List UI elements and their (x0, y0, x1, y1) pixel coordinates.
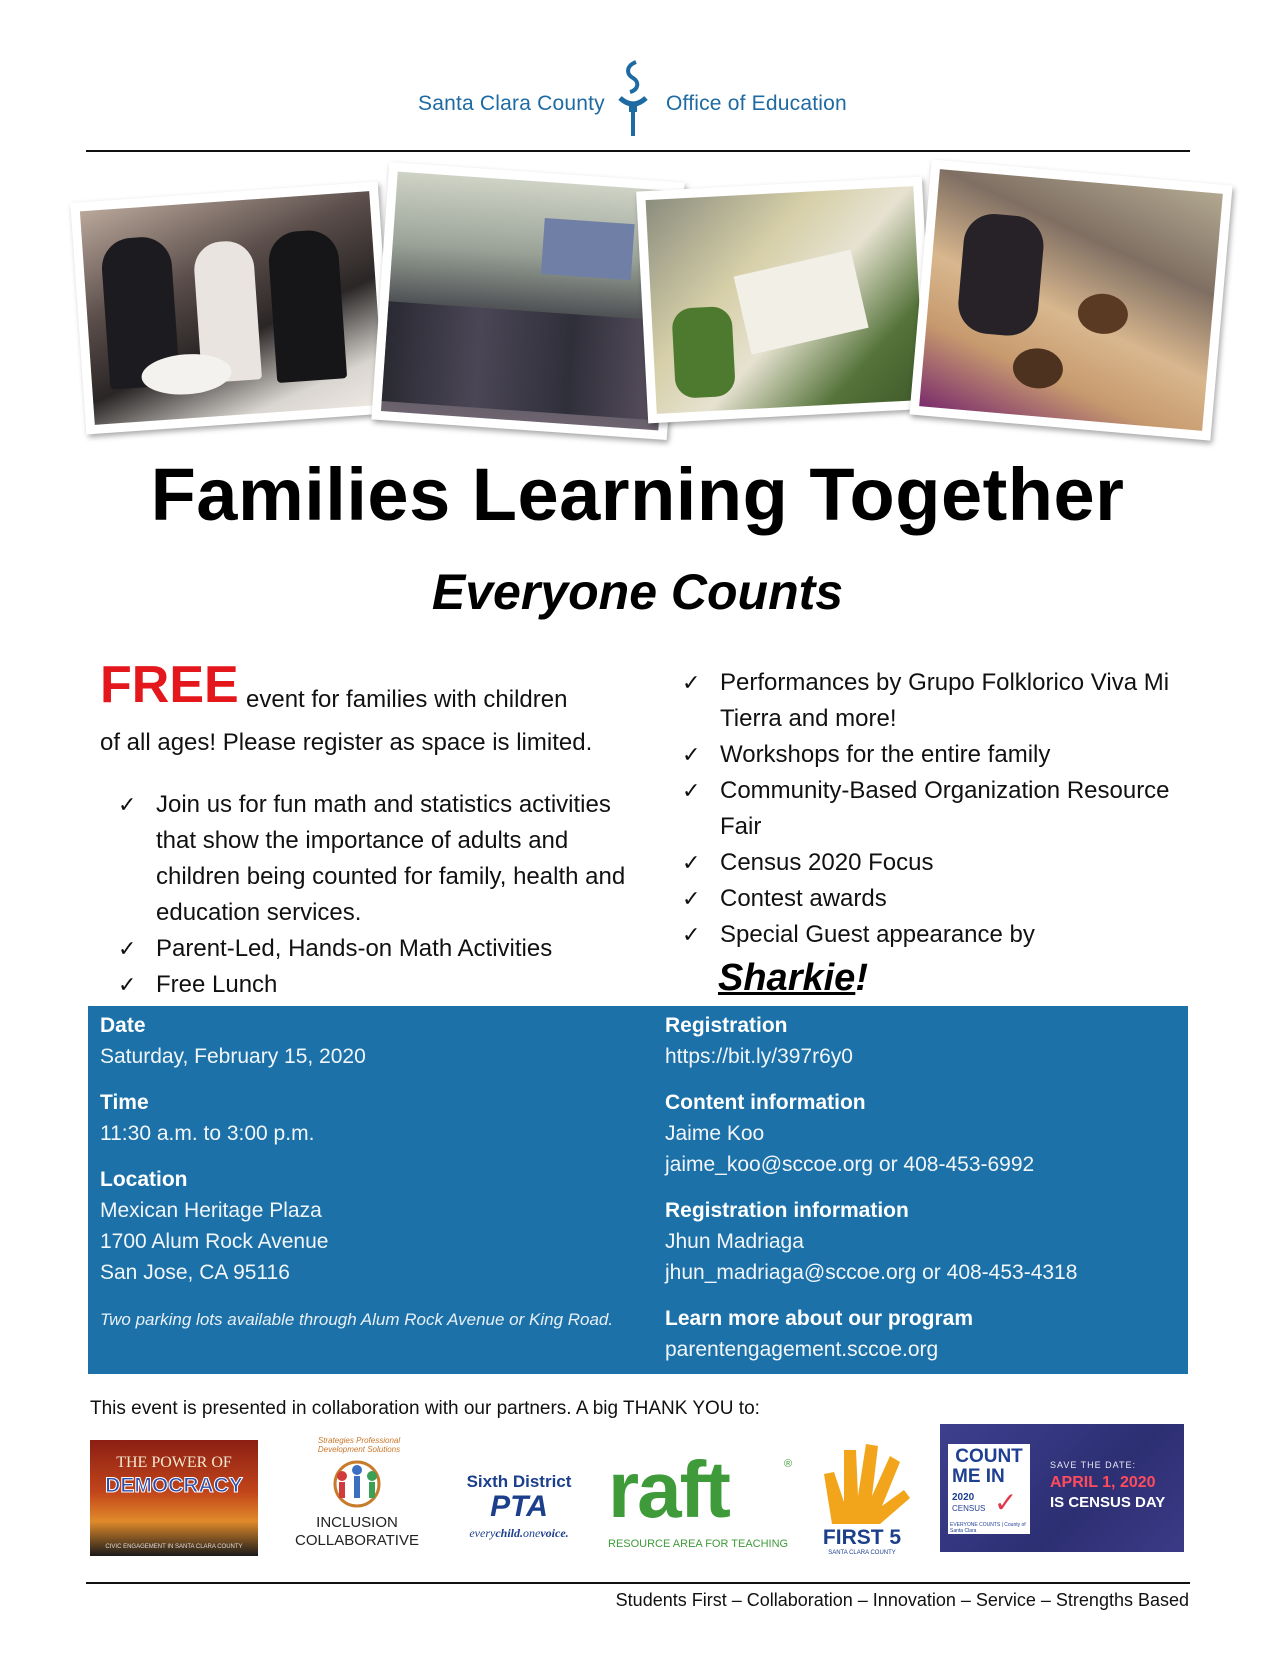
first-5-logo: FIRST 5 SANTA CLARA COUNTY (810, 1440, 914, 1560)
check-icon: ✓ (118, 936, 137, 961)
org-name-right: Office of Education (666, 92, 847, 115)
list-item: ✓ Census 2020 Focus (682, 845, 1202, 881)
page-title: Families Learning Together (150, 453, 1125, 536)
special-guest-name: Sharkie! (718, 957, 868, 999)
list-item: ✓ Special Guest appearance by (682, 917, 1202, 953)
left-bullet-list (118, 787, 638, 1003)
registration-info-label: Registration information (665, 1199, 909, 1222)
date-value: Saturday, February 15, 2020 (100, 1045, 366, 1068)
free-label: FREE (100, 656, 239, 714)
content-contact-name: Jaime Koo (665, 1122, 765, 1145)
census-2020-logo: COUNT ME IN 2020 CENSUS ✓ EVERYONE COUNTS | County of Santa Clara SAVE THE DATE: APRIL 1, 2020 IS CENSUS DAY (940, 1424, 1184, 1552)
event-info-box (88, 1006, 1188, 1374)
power-of-democracy-logo: THE POWER OF DEMOCRACY CIVIC ENGAGEMENT IN SANTA CLARA COUNTY (90, 1440, 258, 1556)
list-item: ✓ Performances by Grupo Folklorico Viva Mi Tierra and more! (682, 665, 1202, 737)
check-icon: ✓ (118, 792, 137, 817)
date-label: Date (100, 1014, 146, 1037)
photo-cooking (70, 182, 393, 435)
hand-print-icon (810, 1440, 914, 1524)
intro-line-2: of all ages! Please register as space is limited. (100, 729, 593, 756)
check-icon: ✓ (682, 742, 701, 767)
check-icon: ✓ (682, 922, 701, 947)
check-icon: ✓ (682, 670, 701, 695)
intro-line-1: event for families with children (246, 686, 568, 713)
check-icon: ✓ (682, 886, 701, 911)
list-item: ✓ Workshops for the entire family (682, 737, 1202, 773)
location-label: Location (100, 1168, 188, 1191)
torch-logo-icon (616, 60, 650, 138)
raft-logo: raft ® RESOURCE AREA FOR TEACHING (608, 1445, 793, 1550)
inclusion-collaborative-logo: Strategies Professional Development Solutions INCLUSION COLLABORATIVE (295, 1436, 419, 1549)
location-line: 1700 Alum Rock Avenue (100, 1230, 329, 1253)
partners-intro: This event is presented in collaboration with our partners. A big THANK YOU to: (90, 1398, 760, 1419)
sixth-district-pta-logo: Sixth District PTA everychild.onevoice. (466, 1472, 572, 1540)
program-website-link[interactable]: parentengagement.sccoe.org (665, 1338, 939, 1361)
content-contact-details[interactable]: jaime_koo@sccoe.org or 408-453-6992 (665, 1153, 1035, 1176)
list-item: ✓ Free Lunch (118, 967, 638, 1003)
registration-link[interactable]: https://bit.ly/397r6y0 (665, 1045, 853, 1068)
org-name-left: Santa Clara County (418, 92, 605, 115)
check-icon: ✓ (682, 850, 701, 875)
footer-values: Students First – Collaboration – Innovation – Service – Strengths Based (615, 1590, 1189, 1610)
list-item: ✓ Parent-Led, Hands-on Math Activities (118, 931, 638, 967)
check-icon: ✓ (682, 778, 701, 803)
registration-contact-name: Jhun Madriaga (665, 1230, 804, 1253)
right-bullet-list (682, 665, 1202, 953)
location-line: Mexican Heritage Plaza (100, 1199, 322, 1222)
learn-more-label: Learn more about our program (665, 1307, 974, 1330)
checkmark-icon: ✓ (994, 1487, 1018, 1518)
list-item: ✓ Community-Based Organization Resource Fair (682, 773, 1202, 845)
time-value: 11:30 a.m. to 3:00 p.m. (100, 1122, 315, 1145)
location-line: San Jose, CA 95116 (100, 1261, 290, 1284)
list-item: ✓ Join us for fun math and statistics activities that show the importance of adults and children being counted for family, health and education services. (118, 787, 638, 931)
photo-activity-table (636, 177, 934, 424)
list-item: ✓ Contest awards (682, 881, 1202, 917)
check-icon: ✓ (118, 972, 137, 997)
footer-divider (86, 1582, 1190, 1584)
photo-kids-science (909, 159, 1232, 440)
time-label: Time (100, 1091, 149, 1114)
registration-contact-details[interactable]: jhun_madriaga@sccoe.org or 408-453-4318 (665, 1261, 1078, 1284)
registration-label: Registration (665, 1014, 788, 1037)
header-divider (86, 150, 1190, 152)
parking-note: Two parking lots available through Alum Rock Avenue or King Road. (100, 1310, 614, 1329)
content-info-label: Content information (665, 1091, 866, 1114)
people-circle-icon (320, 1458, 394, 1510)
page-subtitle: Everyone Counts (431, 564, 844, 620)
